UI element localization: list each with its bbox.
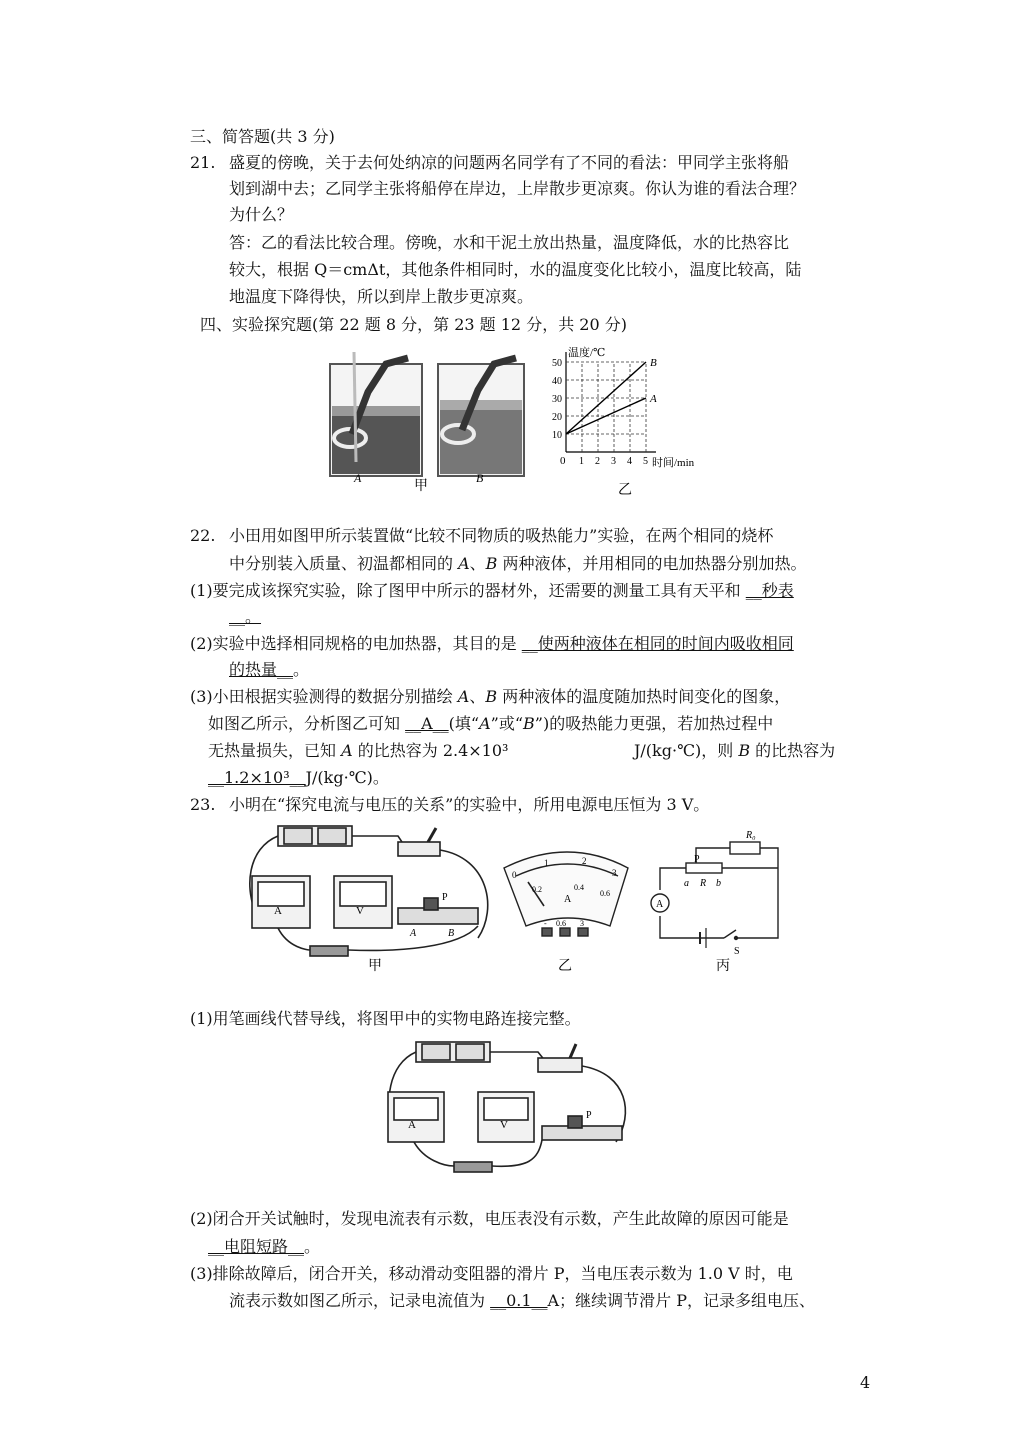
- q23-part2: (2)闭合开关试触时，发现电流表有示数，电压表没有示数，产生此故障的原因可能是: [190, 1209, 789, 1228]
- ammeter-label: A: [274, 905, 282, 917]
- dial-tick: 0.6: [600, 889, 610, 898]
- dial-tick: 1: [544, 858, 549, 868]
- schematic-b: b: [716, 878, 721, 889]
- x-tick-label: 3: [611, 456, 616, 467]
- figure-22: [318, 342, 718, 502]
- q22-part2-cont: 的热量__。: [229, 660, 310, 679]
- rheostat-a-label: A: [410, 928, 417, 939]
- schematic-a: a: [684, 878, 689, 889]
- q23-part3: 流表示数如图乙所示，记录电流值为 __0.1__A；继续调节滑片 P，记录多组电压、: [229, 1291, 815, 1310]
- x-axis-label: 时间/min: [652, 457, 695, 469]
- q22-part3: 如图乙所示，分析图乙可知 __A__(填“A”或“B”)的吸热能力更强，若加热过程中: [208, 714, 774, 733]
- slider-label: P: [586, 1110, 592, 1121]
- q22-text: 小田用如图甲所示装置做“比较不同物质的吸热能力”实验，在两个相同的烧杯: [229, 526, 774, 545]
- figure-label-yi: 乙: [618, 483, 632, 498]
- q21-answer: 较大，根据 Q＝cmΔt，其他条件相同时，水的温度变化比较小，温度比较高，陆: [229, 260, 802, 279]
- dial-terminal: -: [544, 919, 547, 928]
- x-tick-label: 5: [643, 456, 648, 467]
- temperature-graph: [552, 345, 695, 469]
- dial-terminal: 0.6: [556, 919, 566, 928]
- x-tick-label: 4: [627, 456, 632, 467]
- q22-number: 22.: [190, 526, 216, 545]
- beaker-b-image: [438, 358, 524, 476]
- q21-answer: 答：乙的看法比较合理。傍晚，水和干泥土放出热量，温度降低，水的比热容比: [229, 233, 790, 252]
- x-tick-label: 1: [579, 456, 584, 467]
- origin-label: 0: [560, 455, 566, 467]
- schematic-ammeter: A: [656, 899, 664, 910]
- answer-blank: __秒表: [745, 581, 794, 600]
- figure-label-jia: 甲: [414, 479, 428, 494]
- section-heading: 三、简答题(共 3 分): [190, 127, 335, 146]
- dial-tick: 0: [512, 870, 517, 880]
- q23-part3: (3)排除故障后，闭合开关，移动滑动变阻器的滑片 P，当电压表示数为 1.0 V 时，电: [190, 1264, 793, 1283]
- y-tick-label: 20: [552, 412, 562, 423]
- schematic-s: S: [734, 946, 740, 957]
- q22-part1-cont: __。: [229, 607, 262, 626]
- y-tick-label: 50: [552, 358, 562, 369]
- series-b-label: B: [650, 357, 657, 369]
- answer-blank: __1.2×10³__: [208, 768, 306, 787]
- q21-number: 21.: [190, 153, 216, 172]
- q22-part1: (1)要完成该探究实验，除了图甲中所示的器材外，还需要的测量工具有天平和 __秒表: [190, 581, 794, 600]
- voltmeter-label: V: [500, 1119, 508, 1131]
- dial-tick: 0.2: [532, 885, 542, 894]
- series-a-label: A: [650, 393, 657, 405]
- y-tick-label: 40: [552, 376, 562, 387]
- section-heading: 四、实验探究题(第 22 题 8 分，第 23 题 12 分，共 20 分): [200, 315, 627, 334]
- page-number: 4: [860, 1373, 871, 1392]
- rheostat-b-label: B: [448, 928, 455, 939]
- y-tick-label: 30: [552, 394, 562, 405]
- circuit-schematic: [651, 842, 778, 948]
- dial-terminal: 3: [580, 919, 584, 928]
- q22-part3: __1.2×10³__J/(kg·℃)。: [208, 768, 389, 787]
- answer-blank: __电阻短路__: [208, 1237, 305, 1256]
- answer-blank: __0.1__: [490, 1291, 548, 1310]
- q23-number: 23.: [190, 795, 216, 814]
- dial-tick: 0.4: [574, 883, 584, 892]
- dial-unit: A: [564, 894, 572, 905]
- q23-text: 小明在“探究电流与电压的关系”的实验中，所用电源电压恒为 3 V。: [229, 795, 710, 814]
- q21-text: 为什么？: [229, 205, 294, 224]
- schematic-p: P: [694, 854, 700, 865]
- beaker-b-label: B: [476, 471, 484, 485]
- beaker-a-label: A: [354, 471, 362, 485]
- figure-label-yi: 乙: [558, 959, 572, 974]
- dial-tick: 2: [582, 856, 587, 866]
- q21-text: 盛夏的傍晚，关于去何处纳凉的问题两名同学有了不同的看法：甲同学主张将船: [229, 153, 790, 172]
- q23-part1: (1)用笔画线代替导线，将图甲中的实物电路连接完整。: [190, 1009, 581, 1028]
- q23-part2-cont: __电阻短路__。: [208, 1237, 321, 1256]
- q21-answer: 地温度下降得快，所以到岸上散步更凉爽。: [229, 287, 534, 306]
- q22-part2: (2)实验中选择相同规格的电加热器，其目的是 __使两种液体在相同的时间内吸收相同: [190, 634, 794, 653]
- y-tick-label: 10: [552, 430, 562, 441]
- figure-label-bing: 丙: [716, 959, 730, 974]
- schematic-r: R: [700, 878, 707, 889]
- q22-text: 中分别装入质量、初温都相同的 A、B 两种液体，并用相同的电加热器分别加热。: [229, 554, 807, 573]
- y-axis-label: 温度/℃: [568, 347, 606, 359]
- dial-tick: 3: [612, 868, 617, 878]
- answer-blank: __使两种液体在相同的时间内吸收相同: [521, 634, 794, 653]
- q22-part3: (3)小田根据实验测得的数据分别描绘 A、B 两种液体的温度随加热时间变化的图象，: [190, 687, 791, 706]
- q22-part3: 无热量损失，已知 A 的比热容为 2.4×10³: [208, 741, 509, 760]
- answer-blank: __A__: [405, 714, 449, 733]
- ammeter-label: A: [408, 1119, 416, 1131]
- circuit-to-complete: [378, 1034, 638, 1180]
- x-tick-label: 2: [595, 456, 600, 467]
- beaker-a-image: [330, 352, 422, 476]
- q22-part3: J/(kg·℃)，则 B 的比热容为: [634, 741, 836, 760]
- slider-label: P: [442, 892, 448, 903]
- q21-text: 划到湖中去；乙同学主张将船停在岸边，上岸散步更凉爽。你认为谁的看法合理？: [229, 179, 806, 198]
- figure-23: [238, 818, 798, 978]
- schematic-r0: R₀: [746, 830, 756, 841]
- voltmeter-label: V: [356, 905, 364, 917]
- figure-label-jia: 甲: [368, 959, 382, 974]
